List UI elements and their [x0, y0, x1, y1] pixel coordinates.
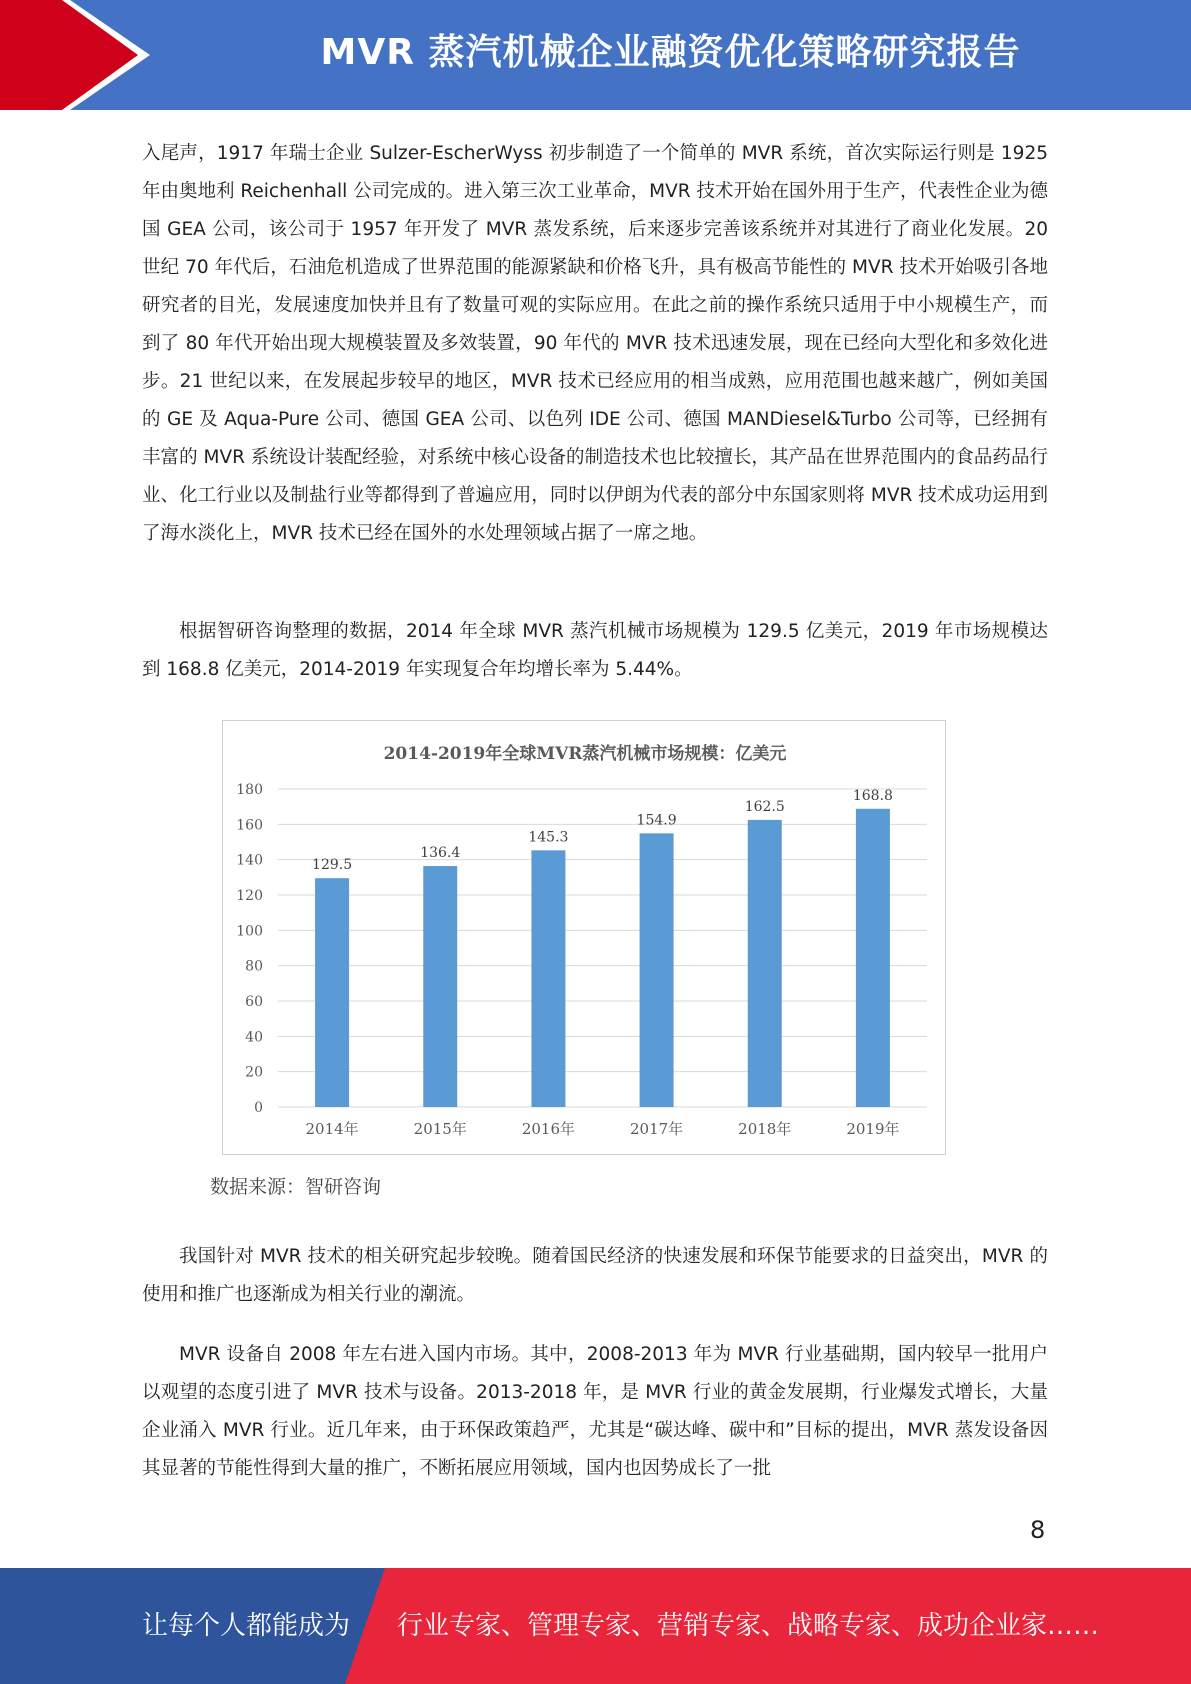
page-footer	[0, 1568, 1191, 1684]
y-tick-label: 20	[245, 1064, 263, 1081]
bar-2016年	[531, 850, 565, 1107]
x-tick-label: 2014年	[305, 1120, 359, 1138]
y-tick-label: 60	[245, 994, 263, 1010]
data-label: 145.3	[528, 829, 569, 846]
paragraph-market-size: 根据智研咨询整理的数据，2014 年全球 MVR 蒸汽机械市场规模为 129.5 亿美元，2019 年市场规模达到 168.8 亿美元，2014-2019 年实现复合年均增长率为 5.44%。	[142, 621, 1048, 680]
y-tick-label: 80	[245, 958, 263, 975]
x-tick-label: 2019年	[846, 1120, 900, 1138]
paragraph-history: 入尾声，1917 年瑞士企业 Sulzer-EscherWyss 初步制造了一个简单的 MVR 系统，首次实际运行则是 1925 年由奥地利 Reichenhall 公司完成的。进入第三次工业革命，MVR 技术开始在国外用于生产，代表性企业为德国 GEA 公司，该公司于 1957 年开发了 MVR 蒸发系统，后来逐步完善该系统并对其进行了商业化发展。20 世纪 70 年代后，石油危机造成了世界范围的能源紧缺和价格飞升，具有极高节能性的 MVR 技术开始吸引各地研究者的目光，发展速度加快并且有了数量可观的实际应用。在此之前的操作系统只适用于中小规模生产，而到了 80 年代开始出现大规模装置及多效装置，90 年代的 MVR 技术迅速发展，现在已经向大型化和多效化进步。21 世纪以来，在发展起步较早的地区，MVR 技术已经应用的相当成熟，应用范围也越来越广，例如美国的 GE 及 Aqua-Pure 公司、德国 GEA 公司、以色列 IDE 公司、德国 MANDiesel&Turbo 公司等，已经拥有丰富的 MVR 系统设计装配经验，对系统中核心设备的制造技术也比较擅长，其产品在世界范围内的食品药品行业、化工行业以及制盐行业等都得到了普遍应用，同时以伊朗为代表的部分中东国家则将 MVR 技术成功运用到了海水淡化上，MVR 技术已经在国外的水处理领域占据了一席之地。	[142, 143, 1049, 544]
data-label: 129.5	[312, 857, 353, 874]
bar-2019年	[856, 809, 890, 1107]
page-header	[0, 0, 1191, 110]
y-tick-label: 160	[236, 817, 263, 834]
header-arrow-decoration	[0, 0, 150, 110]
y-tick-label: 40	[245, 1029, 263, 1046]
y-tick-label: 140	[236, 852, 263, 869]
market-size-chart	[222, 720, 946, 1155]
y-tick-label: 180	[236, 782, 263, 798]
data-label: 168.8	[852, 787, 893, 804]
paragraph-domestic-research: 我国针对 MVR 技术的相关研究起步较晚。随着国民经济的快速发展和环保节能要求的日益突出，MVR 的使用和推广也逐渐成为相关行业的潮流。	[142, 1246, 1048, 1305]
y-tick-label: 100	[236, 923, 263, 940]
data-label: 162.5	[744, 798, 785, 815]
paragraph-domestic-market: MVR 设备自 2008 年左右进入国内市场。其中，2008-2013 年为 MVR 行业基础期，国内较早一批用户以观望的态度引进了 MVR 技术与设备。2013-2018 年，是 MVR 行业的黄金发展期，行业爆发式增长，大量企业涌入 MVR 行业。近几年来，由于环保政策趋严，尤其是“碳达峰、碳中和”目标的提出，MVR 蒸发设备因其显著的节能性得到大量的推广，不断拓展应用领域，国内也因势成长了一批	[142, 1344, 1048, 1479]
bar-chart-svg	[223, 721, 947, 1156]
y-tick-label: 0	[254, 1100, 263, 1116]
x-tick-label: 2017年	[629, 1120, 684, 1138]
bar-2018年	[748, 820, 782, 1107]
x-tick-label: 2016年	[521, 1120, 576, 1138]
data-label: 136.4	[420, 845, 461, 862]
footer-slogan-right: 行业专家、管理专家、营销专家、战略专家、成功企业家……	[397, 1611, 1100, 1641]
y-tick-label: 120	[236, 888, 263, 904]
bar-2015年	[423, 866, 457, 1107]
x-tick-label: 2018年	[738, 1120, 792, 1138]
data-label: 154.9	[636, 812, 677, 829]
chart-title: 2014-2019年全球MVR蒸汽机械市场规模：亿美元	[383, 744, 787, 764]
page-number: 8	[1030, 1516, 1046, 1544]
report-title: MVR 蒸汽机械企业融资优化策略研究报告	[320, 32, 1021, 73]
bar-2017年	[640, 833, 674, 1107]
footer-slogan-left: 让每个人都能成为	[142, 1611, 351, 1641]
bar-2014年	[315, 878, 349, 1107]
data-source-note: 数据来源：智研咨询	[210, 1176, 382, 1198]
x-tick-label: 2015年	[413, 1120, 467, 1138]
